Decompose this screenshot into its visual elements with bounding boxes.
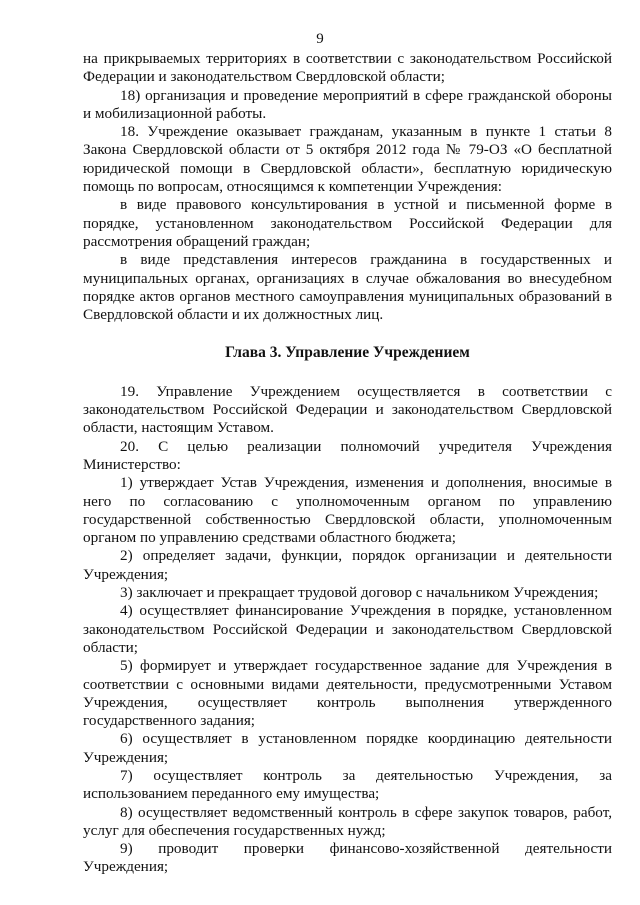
paragraph-clause-18: 18. Учреждение оказывает гражданам, указанным в пункте 1 статьи 8 Закона Свердловской области от 5 октября 2012 года № 79-ОЗ «О бесплатной юридической помощи в Свердловской области», бесплатную юридическую помощь по вопросам, относящимся к компетенции Учреждения: [83, 123, 612, 196]
page-number: 9 [316, 31, 324, 47]
paragraph-clause-19: 19. Управление Учреждением осуществляется в соответствии с законодательством Российской Федерации и законодательством Свердловской области, настоящим Уставом. [83, 382, 612, 437]
chapter-title: Глава 3. Управление Учреждением [225, 344, 470, 362]
paragraph-item-7: 7) осуществляет контроль за деятельностью Учреждения, за использованием переданного ему имущества; [83, 766, 612, 803]
paragraph-clause-20: 20. С целью реализации полномочий учредителя Учреждения Министерство: [83, 437, 612, 473]
paragraph-representation: в виде представления интересов гражданина в государственных и муниципальных органах, организациях в случае обжалования во внесудебном порядке актов органов местного самоуправления муниципальных образований в Свердловской области и их должностных лиц. [83, 251, 612, 324]
paragraph-item-6: 6) осуществляет в установленном порядке координацию деятельности Учреждения; [83, 730, 612, 766]
paragraph-item-1: 1) утверждает Устав Учреждения, изменения и дополнения, вносимые в него по согласованию с уполномоченным органом по управлению государственной собственностью Свердловской области, уполномоченным органом по управлению средствами областного бюджета; [83, 474, 612, 547]
paragraph-item-4: 4) осуществляет финансирование Учреждения в порядке, установленном законодательством Российской Федерации и законодательством Свердловской области; [83, 602, 612, 656]
paragraph-item-8: 8) осуществляет ведомственный контроль в сфере закупок товаров, работ, услуг для обеспечения государственных нужд; [83, 803, 612, 839]
paragraph-item-9: 9) проводит проверки финансово-хозяйственной деятельности Учреждения; [83, 840, 612, 876]
paragraph-continuation: на прикрываемых территориях в соответствии с законодательством Российской Федерации и законодательством Свердловской области; [83, 50, 612, 86]
paragraph-item-18-civil-defense: 18) организация и проведение мероприятий в сфере гражданской обороны и мобилизационной работы. [83, 86, 612, 122]
paragraph-item-2: 2) определяет задачи, функции, порядок организации и деятельности Учреждения; [83, 547, 612, 583]
document-body [83, 50, 612, 877]
paragraph-item-3: 3) заключает и прекращает трудовой договор с начальником Учреждения; [120, 584, 599, 602]
paragraph-legal-consulting: в виде правового консультирования в устной и письменной форме в порядке, установленном законодательством Российской Федерации для рассмотрения обращений граждан; [83, 196, 612, 250]
paragraph-item-5: 5) формирует и утверждает государственное задание для Учреждения в соответствии с основными видами деятельности, предусмотренными Уставом Учреждения, осуществляет контроль выполнения утвержденного государственного задания; [83, 657, 612, 730]
